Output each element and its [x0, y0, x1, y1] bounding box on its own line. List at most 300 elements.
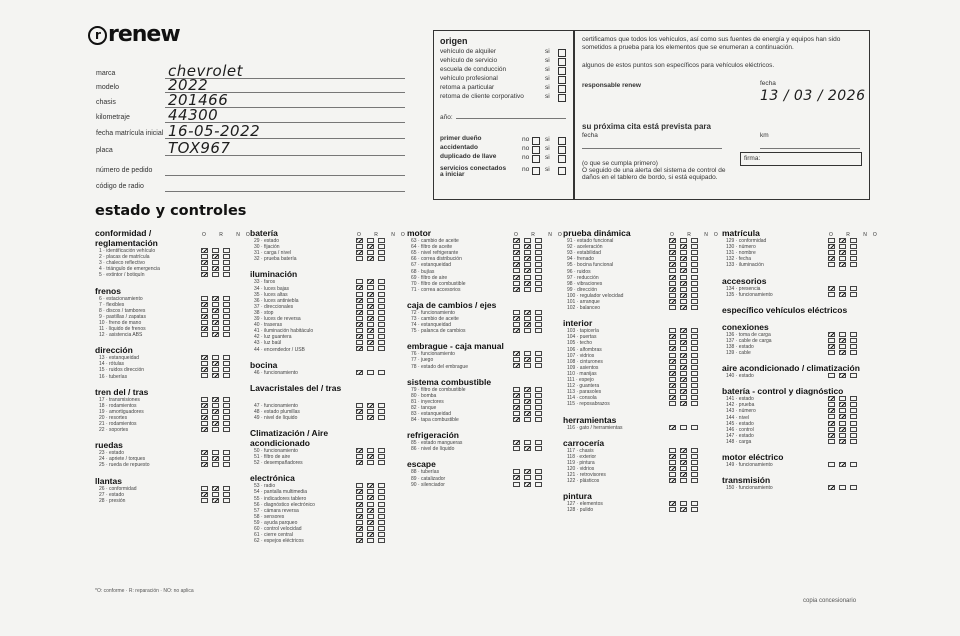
status-checkbox[interactable] [828, 292, 835, 297]
status-checkbox[interactable] [513, 440, 520, 445]
status-checkbox[interactable] [680, 401, 687, 406]
status-checkbox[interactable] [691, 256, 698, 261]
status-checkbox[interactable] [513, 268, 520, 273]
status-checkbox[interactable] [535, 238, 542, 243]
status-checkbox[interactable] [839, 332, 846, 337]
status-checkbox[interactable] [524, 256, 531, 261]
status-checkbox[interactable] [524, 316, 531, 321]
status-checkbox[interactable] [201, 462, 208, 467]
status-checkbox[interactable] [356, 520, 363, 525]
status-checkbox[interactable] [691, 262, 698, 267]
status-checkbox[interactable] [201, 361, 208, 366]
status-checkbox[interactable] [356, 292, 363, 297]
status-checkbox[interactable] [378, 298, 385, 303]
status-checkbox[interactable] [669, 359, 676, 364]
status-checkbox[interactable] [535, 440, 542, 445]
status-checkbox[interactable] [378, 520, 385, 525]
status-checkbox[interactable] [201, 326, 208, 331]
status-checkbox[interactable] [680, 365, 687, 370]
status-checkbox[interactable] [524, 262, 531, 267]
status-checkbox[interactable] [201, 421, 208, 426]
status-checkbox[interactable] [828, 350, 835, 355]
status-checkbox[interactable] [356, 489, 363, 494]
status-checkbox[interactable] [850, 396, 857, 401]
no-checkbox[interactable] [532, 167, 540, 175]
status-checkbox[interactable] [513, 322, 520, 327]
status-checkbox[interactable] [691, 448, 698, 453]
status-checkbox[interactable] [513, 316, 520, 321]
status-checkbox[interactable] [669, 305, 676, 310]
status-checkbox[interactable] [850, 414, 857, 419]
status-checkbox[interactable] [356, 328, 363, 333]
status-checkbox[interactable] [356, 340, 363, 345]
status-checkbox[interactable] [828, 244, 835, 249]
status-checkbox[interactable] [201, 314, 208, 319]
status-checkbox[interactable] [524, 287, 531, 292]
status-checkbox[interactable] [839, 408, 846, 413]
status-checkbox[interactable] [212, 314, 219, 319]
status-checkbox[interactable] [535, 316, 542, 321]
status-checkbox[interactable] [212, 456, 219, 461]
status-checkbox[interactable] [513, 446, 520, 451]
status-checkbox[interactable] [535, 411, 542, 416]
si-checkbox[interactable] [558, 167, 566, 175]
status-checkbox[interactable] [223, 427, 230, 432]
status-checkbox[interactable] [691, 346, 698, 351]
status-checkbox[interactable] [356, 409, 363, 414]
status-checkbox[interactable] [669, 250, 676, 255]
status-checkbox[interactable] [839, 338, 846, 343]
status-checkbox[interactable] [378, 415, 385, 420]
status-checkbox[interactable] [839, 433, 846, 438]
status-checkbox[interactable] [669, 268, 676, 273]
status-checkbox[interactable] [691, 466, 698, 471]
status-checkbox[interactable] [691, 305, 698, 310]
status-checkbox[interactable] [524, 310, 531, 315]
status-checkbox[interactable] [839, 238, 846, 243]
status-checkbox[interactable] [212, 254, 219, 259]
status-checkbox[interactable] [680, 293, 687, 298]
status-checkbox[interactable] [535, 399, 542, 404]
status-checkbox[interactable] [850, 286, 857, 291]
status-checkbox[interactable] [212, 403, 219, 408]
status-checkbox[interactable] [850, 433, 857, 438]
status-checkbox[interactable] [680, 425, 687, 430]
status-checkbox[interactable] [680, 256, 687, 261]
status-checkbox[interactable] [669, 371, 676, 376]
status-checkbox[interactable] [201, 254, 208, 259]
status-checkbox[interactable] [535, 393, 542, 398]
status-checkbox[interactable] [367, 244, 374, 249]
status-checkbox[interactable] [680, 262, 687, 267]
status-checkbox[interactable] [828, 414, 835, 419]
si-checkbox[interactable] [558, 155, 566, 163]
status-checkbox[interactable] [356, 244, 363, 249]
status-checkbox[interactable] [535, 328, 542, 333]
status-checkbox[interactable] [828, 439, 835, 444]
status-checkbox[interactable] [223, 355, 230, 360]
status-checkbox[interactable] [212, 266, 219, 271]
status-checkbox[interactable] [828, 286, 835, 291]
status-checkbox[interactable] [212, 397, 219, 402]
status-checkbox[interactable] [356, 304, 363, 309]
status-checkbox[interactable] [356, 508, 363, 513]
status-checkbox[interactable] [223, 254, 230, 259]
status-checkbox[interactable] [524, 238, 531, 243]
status-checkbox[interactable] [378, 244, 385, 249]
status-checkbox[interactable] [378, 279, 385, 284]
status-checkbox[interactable] [201, 415, 208, 420]
status-checkbox[interactable] [378, 526, 385, 531]
status-checkbox[interactable] [223, 332, 230, 337]
status-checkbox[interactable] [828, 262, 835, 267]
status-checkbox[interactable] [680, 389, 687, 394]
status-checkbox[interactable] [212, 260, 219, 265]
status-checkbox[interactable] [691, 244, 698, 249]
status-checkbox[interactable] [691, 353, 698, 358]
status-checkbox[interactable] [212, 373, 219, 378]
status-checkbox[interactable] [535, 363, 542, 368]
status-checkbox[interactable] [691, 293, 698, 298]
status-checkbox[interactable] [223, 272, 230, 277]
status-checkbox[interactable] [680, 353, 687, 358]
status-checkbox[interactable] [212, 450, 219, 455]
status-checkbox[interactable] [223, 308, 230, 313]
status-checkbox[interactable] [356, 454, 363, 459]
status-checkbox[interactable] [680, 383, 687, 388]
status-checkbox[interactable] [356, 514, 363, 519]
status-checkbox[interactable] [535, 475, 542, 480]
status-checkbox[interactable] [535, 275, 542, 280]
status-checkbox[interactable] [212, 409, 219, 414]
status-checkbox[interactable] [680, 466, 687, 471]
status-checkbox[interactable] [828, 462, 835, 467]
status-checkbox[interactable] [680, 287, 687, 292]
status-checkbox[interactable] [367, 334, 374, 339]
status-checkbox[interactable] [356, 526, 363, 531]
status-checkbox[interactable] [680, 377, 687, 382]
status-checkbox[interactable] [212, 355, 219, 360]
status-checkbox[interactable] [669, 395, 676, 400]
status-checkbox[interactable] [367, 304, 374, 309]
status-checkbox[interactable] [223, 409, 230, 414]
status-checkbox[interactable] [535, 322, 542, 327]
status-checkbox[interactable] [535, 482, 542, 487]
status-checkbox[interactable] [356, 495, 363, 500]
status-checkbox[interactable] [669, 448, 676, 453]
status-checkbox[interactable] [356, 460, 363, 465]
status-checkbox[interactable] [212, 367, 219, 372]
status-checkbox[interactable] [378, 316, 385, 321]
status-checkbox[interactable] [223, 486, 230, 491]
status-checkbox[interactable] [513, 357, 520, 362]
status-checkbox[interactable] [201, 486, 208, 491]
status-checkbox[interactable] [691, 395, 698, 400]
status-checkbox[interactable] [850, 350, 857, 355]
status-checkbox[interactable] [223, 296, 230, 301]
status-checkbox[interactable] [378, 334, 385, 339]
status-checkbox[interactable] [356, 285, 363, 290]
status-checkbox[interactable] [367, 279, 374, 284]
status-checkbox[interactable] [201, 373, 208, 378]
status-checkbox[interactable] [223, 415, 230, 420]
status-checkbox[interactable] [367, 346, 374, 351]
status-checkbox[interactable] [367, 502, 374, 507]
status-checkbox[interactable] [669, 365, 676, 370]
status-checkbox[interactable] [850, 344, 857, 349]
origen-checkbox[interactable] [558, 49, 566, 57]
status-checkbox[interactable] [828, 256, 835, 261]
status-checkbox[interactable] [828, 338, 835, 343]
status-checkbox[interactable] [828, 485, 835, 490]
status-checkbox[interactable] [850, 373, 857, 378]
status-checkbox[interactable] [524, 469, 531, 474]
status-checkbox[interactable] [680, 359, 687, 364]
status-checkbox[interactable] [680, 346, 687, 351]
status-checkbox[interactable] [535, 351, 542, 356]
status-checkbox[interactable] [850, 332, 857, 337]
si-checkbox[interactable] [558, 137, 566, 145]
status-checkbox[interactable] [367, 483, 374, 488]
status-checkbox[interactable] [378, 489, 385, 494]
status-checkbox[interactable] [356, 256, 363, 261]
origen-checkbox[interactable] [558, 85, 566, 93]
status-checkbox[interactable] [691, 365, 698, 370]
status-checkbox[interactable] [201, 397, 208, 402]
status-checkbox[interactable] [378, 532, 385, 537]
status-checkbox[interactable] [680, 250, 687, 255]
status-checkbox[interactable] [378, 292, 385, 297]
status-checkbox[interactable] [850, 292, 857, 297]
status-checkbox[interactable] [223, 397, 230, 402]
status-checkbox[interactable] [691, 268, 698, 273]
status-checkbox[interactable] [356, 310, 363, 315]
origen-checkbox[interactable] [558, 67, 566, 75]
status-checkbox[interactable] [212, 326, 219, 331]
status-checkbox[interactable] [367, 256, 374, 261]
status-checkbox[interactable] [212, 462, 219, 467]
status-checkbox[interactable] [669, 334, 676, 339]
status-checkbox[interactable] [680, 472, 687, 477]
status-checkbox[interactable] [850, 244, 857, 249]
status-checkbox[interactable] [850, 402, 857, 407]
status-checkbox[interactable] [513, 399, 520, 404]
status-checkbox[interactable] [356, 483, 363, 488]
status-checkbox[interactable] [691, 383, 698, 388]
status-checkbox[interactable] [513, 256, 520, 261]
status-checkbox[interactable] [356, 316, 363, 321]
status-checkbox[interactable] [669, 401, 676, 406]
status-checkbox[interactable] [691, 478, 698, 483]
status-checkbox[interactable] [513, 351, 520, 356]
status-checkbox[interactable] [535, 287, 542, 292]
status-checkbox[interactable] [524, 268, 531, 273]
status-checkbox[interactable] [367, 409, 374, 414]
status-checkbox[interactable] [839, 485, 846, 490]
origen-checkbox[interactable] [558, 58, 566, 66]
status-checkbox[interactable] [680, 501, 687, 506]
status-checkbox[interactable] [839, 373, 846, 378]
status-checkbox[interactable] [378, 285, 385, 290]
status-checkbox[interactable] [680, 299, 687, 304]
status-checkbox[interactable] [839, 244, 846, 249]
status-checkbox[interactable] [839, 262, 846, 267]
status-checkbox[interactable] [212, 492, 219, 497]
status-checkbox[interactable] [669, 287, 676, 292]
status-checkbox[interactable] [378, 238, 385, 243]
status-checkbox[interactable] [513, 275, 520, 280]
status-checkbox[interactable] [691, 287, 698, 292]
status-checkbox[interactable] [356, 238, 363, 243]
status-checkbox[interactable] [212, 308, 219, 313]
status-checkbox[interactable] [201, 355, 208, 360]
status-checkbox[interactable] [828, 427, 835, 432]
status-checkbox[interactable] [378, 328, 385, 333]
status-checkbox[interactable] [669, 425, 676, 430]
status-checkbox[interactable] [367, 415, 374, 420]
status-checkbox[interactable] [839, 402, 846, 407]
status-checkbox[interactable] [201, 248, 208, 253]
status-checkbox[interactable] [367, 495, 374, 500]
status-checkbox[interactable] [513, 244, 520, 249]
status-checkbox[interactable] [356, 298, 363, 303]
status-checkbox[interactable] [223, 456, 230, 461]
no-checkbox[interactable] [532, 155, 540, 163]
status-checkbox[interactable] [669, 454, 676, 459]
status-checkbox[interactable] [680, 305, 687, 310]
status-checkbox[interactable] [513, 411, 520, 416]
status-checkbox[interactable] [680, 454, 687, 459]
status-checkbox[interactable] [524, 482, 531, 487]
status-checkbox[interactable] [378, 409, 385, 414]
status-checkbox[interactable] [680, 275, 687, 280]
status-checkbox[interactable] [669, 244, 676, 249]
status-checkbox[interactable] [367, 508, 374, 513]
status-checkbox[interactable] [839, 427, 846, 432]
status-checkbox[interactable] [680, 328, 687, 333]
status-checkbox[interactable] [201, 498, 208, 503]
status-checkbox[interactable] [669, 507, 676, 512]
status-checkbox[interactable] [367, 454, 374, 459]
status-checkbox[interactable] [828, 433, 835, 438]
si-checkbox[interactable] [558, 146, 566, 154]
status-checkbox[interactable] [378, 495, 385, 500]
status-checkbox[interactable] [367, 403, 374, 408]
status-checkbox[interactable] [378, 508, 385, 513]
status-checkbox[interactable] [513, 281, 520, 286]
status-checkbox[interactable] [367, 489, 374, 494]
status-checkbox[interactable] [839, 439, 846, 444]
status-checkbox[interactable] [839, 256, 846, 261]
status-checkbox[interactable] [828, 344, 835, 349]
status-checkbox[interactable] [212, 415, 219, 420]
status-checkbox[interactable] [524, 322, 531, 327]
status-checkbox[interactable] [850, 485, 857, 490]
status-checkbox[interactable] [378, 256, 385, 261]
status-checkbox[interactable] [839, 396, 846, 401]
status-checkbox[interactable] [524, 281, 531, 286]
status-checkbox[interactable] [223, 373, 230, 378]
status-checkbox[interactable] [356, 279, 363, 284]
status-checkbox[interactable] [524, 328, 531, 333]
status-checkbox[interactable] [680, 395, 687, 400]
status-checkbox[interactable] [680, 244, 687, 249]
status-checkbox[interactable] [839, 286, 846, 291]
status-checkbox[interactable] [223, 361, 230, 366]
status-checkbox[interactable] [356, 322, 363, 327]
status-checkbox[interactable] [535, 262, 542, 267]
status-checkbox[interactable] [691, 425, 698, 430]
status-checkbox[interactable] [513, 387, 520, 392]
status-checkbox[interactable] [839, 421, 846, 426]
status-checkbox[interactable] [367, 526, 374, 531]
status-checkbox[interactable] [513, 310, 520, 315]
status-checkbox[interactable] [535, 469, 542, 474]
status-checkbox[interactable] [367, 238, 374, 243]
status-checkbox[interactable] [680, 238, 687, 243]
status-checkbox[interactable] [535, 244, 542, 249]
status-checkbox[interactable] [524, 440, 531, 445]
status-checkbox[interactable] [223, 450, 230, 455]
origen-checkbox[interactable] [558, 94, 566, 102]
status-checkbox[interactable] [691, 328, 698, 333]
status-checkbox[interactable] [691, 250, 698, 255]
status-checkbox[interactable] [850, 262, 857, 267]
status-checkbox[interactable] [828, 332, 835, 337]
status-checkbox[interactable] [535, 281, 542, 286]
status-checkbox[interactable] [680, 268, 687, 273]
status-checkbox[interactable] [356, 346, 363, 351]
status-checkbox[interactable] [356, 250, 363, 255]
status-checkbox[interactable] [367, 340, 374, 345]
status-checkbox[interactable] [828, 402, 835, 407]
status-checkbox[interactable] [828, 373, 835, 378]
status-checkbox[interactable] [212, 272, 219, 277]
status-checkbox[interactable] [367, 532, 374, 537]
status-checkbox[interactable] [212, 296, 219, 301]
status-checkbox[interactable] [839, 350, 846, 355]
status-checkbox[interactable] [367, 310, 374, 315]
status-checkbox[interactable] [378, 502, 385, 507]
status-checkbox[interactable] [223, 248, 230, 253]
status-checkbox[interactable] [223, 462, 230, 467]
status-checkbox[interactable] [828, 408, 835, 413]
no-checkbox[interactable] [532, 137, 540, 145]
status-checkbox[interactable] [669, 281, 676, 286]
status-checkbox[interactable] [535, 357, 542, 362]
status-checkbox[interactable] [378, 310, 385, 315]
status-checkbox[interactable] [669, 328, 676, 333]
status-checkbox[interactable] [223, 266, 230, 271]
status-checkbox[interactable] [513, 328, 520, 333]
status-checkbox[interactable] [201, 367, 208, 372]
status-checkbox[interactable] [691, 334, 698, 339]
status-checkbox[interactable] [378, 460, 385, 465]
status-checkbox[interactable] [378, 483, 385, 488]
status-checkbox[interactable] [669, 299, 676, 304]
status-checkbox[interactable] [669, 383, 676, 388]
status-checkbox[interactable] [513, 238, 520, 243]
status-checkbox[interactable] [850, 256, 857, 261]
status-checkbox[interactable] [367, 448, 374, 453]
status-checkbox[interactable] [669, 256, 676, 261]
status-checkbox[interactable] [212, 361, 219, 366]
status-checkbox[interactable] [850, 338, 857, 343]
status-checkbox[interactable] [201, 403, 208, 408]
status-checkbox[interactable] [212, 332, 219, 337]
status-checkbox[interactable] [356, 370, 363, 375]
status-checkbox[interactable] [513, 475, 520, 480]
